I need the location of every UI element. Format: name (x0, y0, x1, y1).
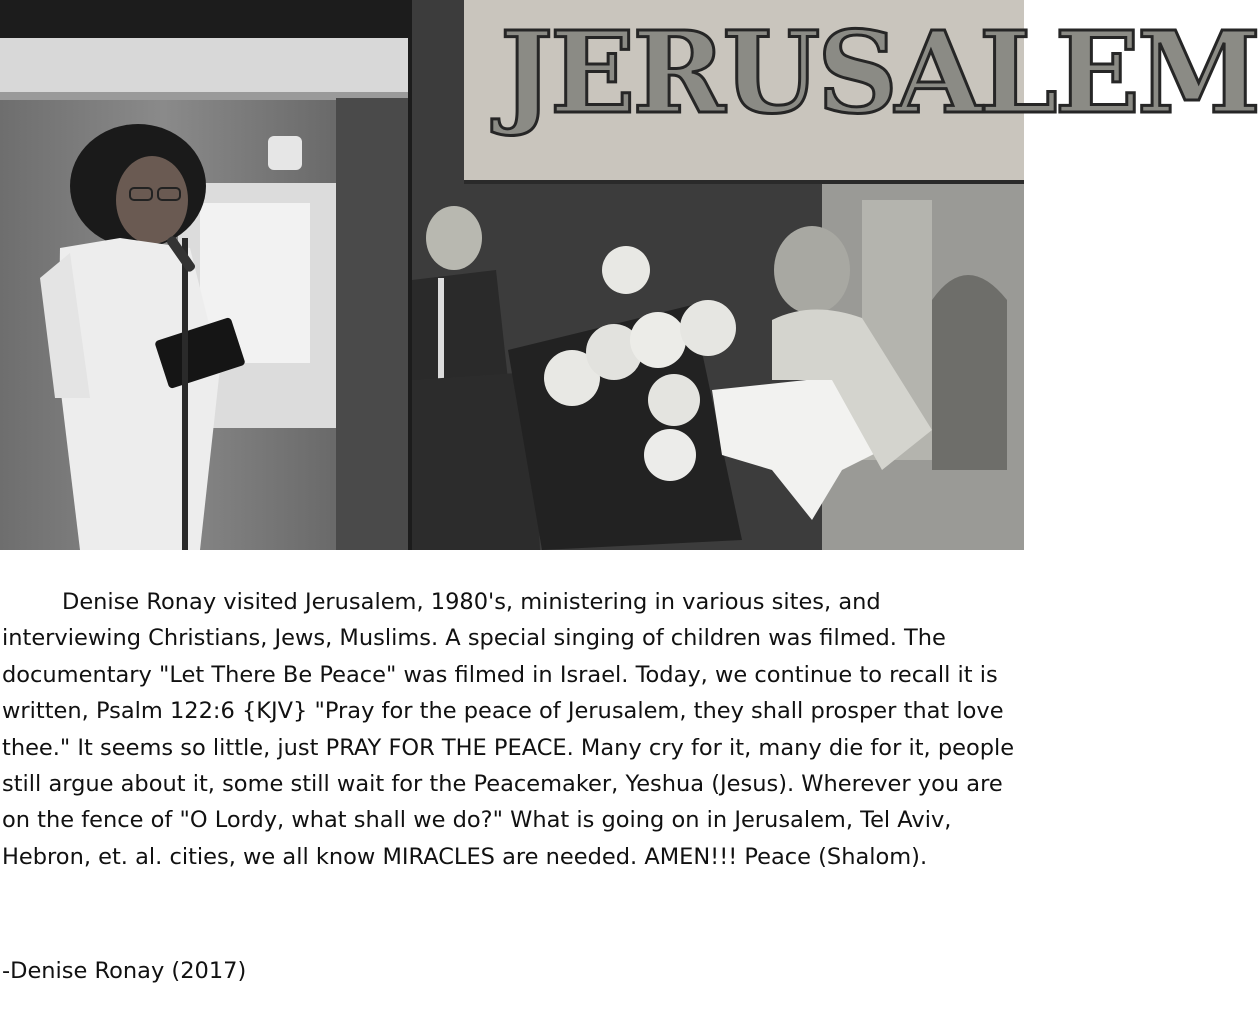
photo-speaker-at-microphone (0, 38, 408, 550)
caption-text-block (2, 584, 1020, 875)
speaker-photo-illustration (0, 38, 408, 550)
signature-line: -Denise Ronay (2017) (2, 958, 247, 984)
banner-text: JERUSALEM (500, 8, 1258, 139)
photo-jerusalem-event (412, 0, 1258, 550)
caption-paragraph: Denise Ronay visited Jerusalem, 1980's, ministering in various sites, and interviewing Christians, Jews, Muslims. A special singing of children was filmed. The documentary "Let There Be Peace" was filmed in Israel. Today, we continue to recall it is written, Psalm 122:6 {KJV} "Pray for the peace of Jerusalem, they shall prosper that love thee." It seems so little, just PRAY FOR THE PEACE. Many cry for it, many die for it, people still argue about it, some still wait for the Peacemaker, Yeshua (Jesus). Wherever you are on the fence of "O Lordy, what shall we do?" What is going on in Jerusalem, Tel Aviv, Hebron, et. al. cities, we all know MIRACLES are needed. AMEN!!! Peace (Shalom). (2, 589, 1015, 870)
jerusalem-banner (464, 0, 1258, 184)
